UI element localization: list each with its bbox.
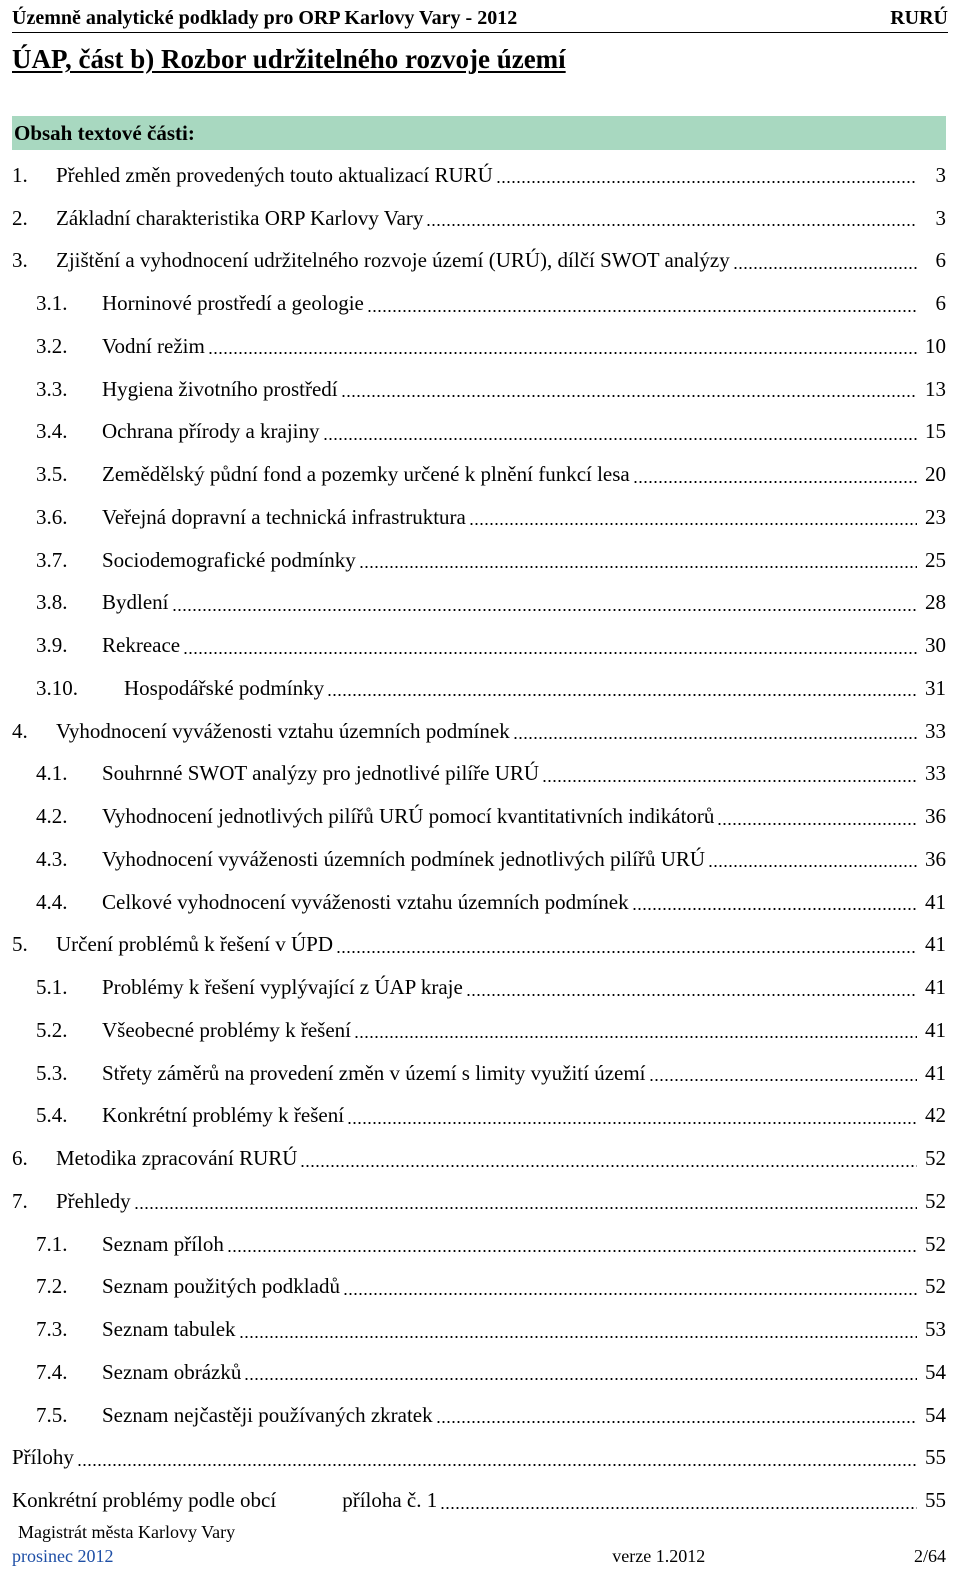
- toc-entry-label: Konkrétní problémy k řešení: [102, 1103, 345, 1128]
- header-section-code: RURÚ: [890, 7, 948, 29]
- toc-entry-label: Vyhodnocení vyváženosti územních podmínek jednotlivých pilířů URÚ: [102, 846, 706, 871]
- toc-entry-page: 54: [925, 1359, 946, 1384]
- toc-entry-leader-dots: [227, 1250, 917, 1252]
- toc-entry[interactable]: [12, 1266, 946, 1309]
- toc-entry-page: 30: [925, 633, 946, 658]
- toc-entry-label: Hygiena životního prostředí: [102, 376, 338, 401]
- toc-entry-page: 52: [925, 1146, 946, 1171]
- toc-entry-number: 3.10.: [36, 675, 78, 700]
- toc-entry-label: Všeobecné problémy k řešení: [102, 1017, 351, 1042]
- toc-entry-leader-dots: [172, 609, 918, 611]
- toc-entry-page: 41: [925, 975, 946, 1000]
- toc-entry[interactable]: [12, 966, 946, 1009]
- toc-entry[interactable]: [12, 539, 946, 582]
- toc-entry-page: 54: [925, 1402, 946, 1427]
- toc-entry-number: 3.: [12, 248, 28, 273]
- toc-entry-number: 1.: [12, 162, 28, 187]
- toc-entry[interactable]: [12, 197, 946, 240]
- toc-entry-page: 33: [925, 718, 946, 743]
- toc-entry-number: 4.1.: [36, 761, 68, 786]
- toc-heading-text: Obsah textové části:: [14, 121, 195, 145]
- toc-entry-page: 55: [925, 1445, 946, 1470]
- toc-entry[interactable]: [12, 1095, 946, 1138]
- footer-organization: Magistrát města Karlovy Vary: [18, 1522, 236, 1542]
- toc-entry-leader-dots: [496, 181, 917, 183]
- toc-entry-leader-dots: [359, 566, 917, 568]
- toc-entry-label: Přehled změn provedených touto aktualizací RURÚ: [56, 162, 493, 187]
- toc-entry-label: Seznam použitých podkladů: [102, 1274, 340, 1299]
- toc-entry-number: 2.: [12, 205, 28, 230]
- toc-entry-page: 6: [935, 248, 946, 273]
- toc-entry[interactable]: [12, 1180, 946, 1223]
- toc-entry-number: 5.3.: [36, 1060, 68, 1085]
- toc-entry-number: 3.8.: [36, 590, 68, 615]
- toc-entry[interactable]: [12, 368, 946, 411]
- toc-entry[interactable]: [12, 1308, 946, 1351]
- toc-entry[interactable]: [12, 1479, 946, 1522]
- toc-entry-page: 6: [935, 291, 946, 316]
- toc-entry-leader-dots: [649, 1079, 917, 1081]
- toc-entry-number: 7.4.: [36, 1359, 68, 1384]
- toc-entry[interactable]: [12, 240, 946, 283]
- toc-entry-number: 3.7.: [36, 547, 68, 572]
- toc-entry[interactable]: [12, 154, 946, 197]
- toc-entry-page: 25: [925, 547, 946, 572]
- toc-entry[interactable]: [12, 496, 946, 539]
- toc-entry-label: Seznam příloh: [102, 1231, 224, 1256]
- toc-entry-label: Seznam nejčastěji používaných zkratek: [102, 1402, 433, 1427]
- toc-entry-number: 3.6.: [36, 504, 68, 529]
- toc-entry-number: 5.2.: [36, 1017, 68, 1042]
- toc-entry-page: 41: [925, 889, 946, 914]
- toc-entry-label: Souhrnné SWOT analýzy pro jednotlivé pilíře URÚ: [102, 761, 540, 786]
- toc-entry-leader-dots: [542, 780, 917, 782]
- toc-entry[interactable]: [12, 1437, 946, 1480]
- toc-entry-number: 3.2.: [36, 333, 68, 358]
- toc-entry-page: 41: [925, 1017, 946, 1042]
- toc-entry-label: Metodika zpracování RURÚ: [56, 1146, 298, 1171]
- page-footer: [12, 1546, 946, 1570]
- toc-entry-number: 4.4.: [36, 889, 68, 914]
- toc-entry-page: 20: [925, 462, 946, 487]
- toc-entry-page: 13: [925, 376, 946, 401]
- toc-entry-number: 4.2.: [36, 804, 68, 829]
- toc-entry[interactable]: [12, 753, 946, 796]
- toc-entry[interactable]: [12, 1351, 946, 1394]
- toc-entry[interactable]: [12, 667, 946, 710]
- footer-date: prosinec 2012: [12, 1546, 114, 1566]
- toc-entry[interactable]: [12, 838, 946, 881]
- toc-entry-number: 7.5.: [36, 1402, 68, 1427]
- toc-entry-label: Seznam tabulek: [102, 1317, 236, 1342]
- toc-entry-page: 55: [925, 1488, 946, 1513]
- toc-entry-leader-dots: [469, 523, 917, 525]
- toc-entry-number: 7.2.: [36, 1274, 68, 1299]
- toc-entry-leader-dots: [436, 1421, 917, 1423]
- table-of-contents: [12, 154, 946, 1522]
- toc-entry-leader-dots: [341, 395, 917, 397]
- toc-entry-label: Střety záměrů na provedení změn v území s limity využití území: [102, 1060, 646, 1085]
- toc-entry-page: 52: [925, 1188, 946, 1213]
- toc-entry-label: Seznam obrázků: [102, 1359, 242, 1384]
- toc-entry-page: 28: [925, 590, 946, 615]
- toc-entry-label: Vyhodnocení jednotlivých pilířů URÚ pomocí kvantitativních indikátorů: [102, 804, 715, 829]
- toc-entry-label: Ochrana přírody a krajiny: [102, 419, 320, 444]
- toc-entry-leader-dots: [77, 1464, 917, 1466]
- toc-entry-label: Sociodemografické podmínky: [102, 547, 356, 572]
- page-title: ÚAP, část b) Rozbor udržitelného rozvoje území: [12, 44, 566, 74]
- toc-entry-leader-dots: [717, 823, 917, 825]
- toc-entry-label: Přehledy: [56, 1188, 131, 1213]
- toc-entry-page: 10: [925, 333, 946, 358]
- toc-entry[interactable]: [12, 795, 946, 838]
- toc-entry-number: 7.: [12, 1188, 28, 1213]
- toc-entry-label: Základní charakteristika ORP Karlovy Vary: [56, 205, 424, 230]
- toc-entry-page: 42: [925, 1103, 946, 1128]
- toc-entry[interactable]: [12, 282, 946, 325]
- toc-entry[interactable]: [12, 881, 946, 924]
- toc-entry-leader-dots: [327, 694, 917, 696]
- toc-entry-label: Přílohy: [12, 1445, 74, 1470]
- toc-entry-leader-dots: [323, 438, 918, 440]
- toc-entry-number: 3.4.: [36, 419, 68, 444]
- toc-entry-number: 3.9.: [36, 633, 68, 658]
- toc-entry-number: 5.1.: [36, 975, 68, 1000]
- toc-entry-leader-dots: [513, 737, 917, 739]
- toc-entry-number: 4.: [12, 718, 28, 743]
- toc-entry-leader-dots: [336, 951, 917, 953]
- toc-entry-page: 52: [925, 1274, 946, 1299]
- toc-entry-label: Horninové prostředí a geologie: [102, 291, 364, 316]
- toc-entry-label: Veřejná dopravní a technická infrastruktura: [102, 504, 466, 529]
- toc-entry-label: Vodní režim: [102, 333, 205, 358]
- toc-entry-label: Určení problémů k řešení v ÚPD: [56, 932, 334, 957]
- page-header: [12, 4, 948, 30]
- toc-entry-number: 5.: [12, 932, 28, 957]
- toc-entry-number: 6.: [12, 1146, 28, 1171]
- toc-entry[interactable]: [12, 1394, 946, 1437]
- toc-entry-leader-dots: [183, 652, 917, 654]
- toc-entry-leader-dots: [367, 310, 917, 312]
- toc-entry-leader-dots: [347, 1122, 917, 1124]
- toc-entry-page: 53: [925, 1317, 946, 1342]
- toc-entry-leader-dots: [239, 1336, 917, 1338]
- toc-entry-number: 3.5.: [36, 462, 68, 487]
- toc-entry-page: 41: [925, 932, 946, 957]
- toc-entry[interactable]: [12, 411, 946, 454]
- toc-entry[interactable]: [12, 582, 946, 625]
- toc-entry-leader-dots: [466, 994, 917, 996]
- toc-entry-page: 23: [925, 504, 946, 529]
- toc-entry-leader-dots: [733, 267, 917, 269]
- toc-entry-number: 3.3.: [36, 376, 68, 401]
- toc-entry-page: 41: [925, 1060, 946, 1085]
- toc-entry[interactable]: [12, 453, 946, 496]
- toc-entry-page: 3: [935, 162, 946, 187]
- toc-entry-leader-dots: [633, 481, 917, 483]
- header-rule: [12, 32, 948, 33]
- toc-entry-number: 3.1.: [36, 291, 68, 316]
- toc-entry-page: 52: [925, 1231, 946, 1256]
- header-document-title: Územně analytické podklady pro ORP Karlovy Vary - 2012: [12, 7, 518, 29]
- toc-entry-leader-dots: [300, 1165, 917, 1167]
- toc-entry-leader-dots: [632, 908, 917, 910]
- toc-entry-page: 33: [925, 761, 946, 786]
- toc-entry-leader-dots: [244, 1378, 917, 1380]
- toc-entry-leader-dots: [354, 1036, 917, 1038]
- toc-entry-attachment-label: příloha č. 1: [342, 1488, 438, 1513]
- toc-entry-number: 5.4.: [36, 1103, 68, 1128]
- toc-entry[interactable]: [12, 1137, 946, 1180]
- toc-entry-page: 3: [935, 205, 946, 230]
- toc-entry[interactable]: [12, 1223, 946, 1266]
- toc-entry-page: 36: [925, 804, 946, 829]
- toc-entry-leader-dots: [426, 224, 917, 226]
- toc-entry-page: 36: [925, 846, 946, 871]
- toc-entry[interactable]: [12, 325, 946, 368]
- toc-entry-label: Celkové vyhodnocení vyváženosti vztahu územních podmínek: [102, 889, 629, 914]
- toc-entry-number: 7.3.: [36, 1317, 68, 1342]
- toc-entry-page: 15: [925, 419, 946, 444]
- toc-entry-leader-dots: [708, 865, 917, 867]
- toc-entry[interactable]: [12, 1052, 946, 1095]
- toc-entry-label: Rekreace: [102, 633, 181, 658]
- toc-entry-leader-dots: [343, 1293, 917, 1295]
- toc-entry[interactable]: [12, 710, 946, 753]
- toc-entry-label: Konkrétní problémy podle obcí: [12, 1488, 277, 1513]
- toc-entry-label: Hospodářské podmínky: [124, 675, 325, 700]
- toc-entry-label: Zjištění a vyhodnocení udržitelného rozvoje území (URÚ), dílčí SWOT analýzy: [56, 248, 730, 273]
- toc-entry-label: Zemědělský půdní fond a pozemky určené k plnění funkcí lesa: [102, 462, 630, 487]
- toc-entry-number: 7.1.: [36, 1231, 68, 1256]
- toc-entry-leader-dots: [208, 352, 917, 354]
- toc-entry-label: Vyhodnocení vyváženosti vztahu územních podmínek: [56, 718, 510, 743]
- toc-entry-page: 31: [925, 675, 946, 700]
- toc-entry-leader-dots: [440, 1507, 917, 1509]
- toc-entry-label: Problémy k řešení vyplývající z ÚAP kraje: [102, 975, 463, 1000]
- footer-page-number: 2/64: [913, 1546, 946, 1566]
- toc-entry[interactable]: [12, 924, 946, 967]
- toc-heading: [12, 116, 946, 150]
- toc-entry[interactable]: [12, 1009, 946, 1052]
- footer-version: verze 1.2012: [612, 1546, 706, 1566]
- toc-entry-number: 4.3.: [36, 846, 68, 871]
- toc-entry[interactable]: [12, 624, 946, 667]
- toc-entry-leader-dots: [134, 1207, 917, 1209]
- toc-entry-label: Bydlení: [102, 590, 169, 615]
